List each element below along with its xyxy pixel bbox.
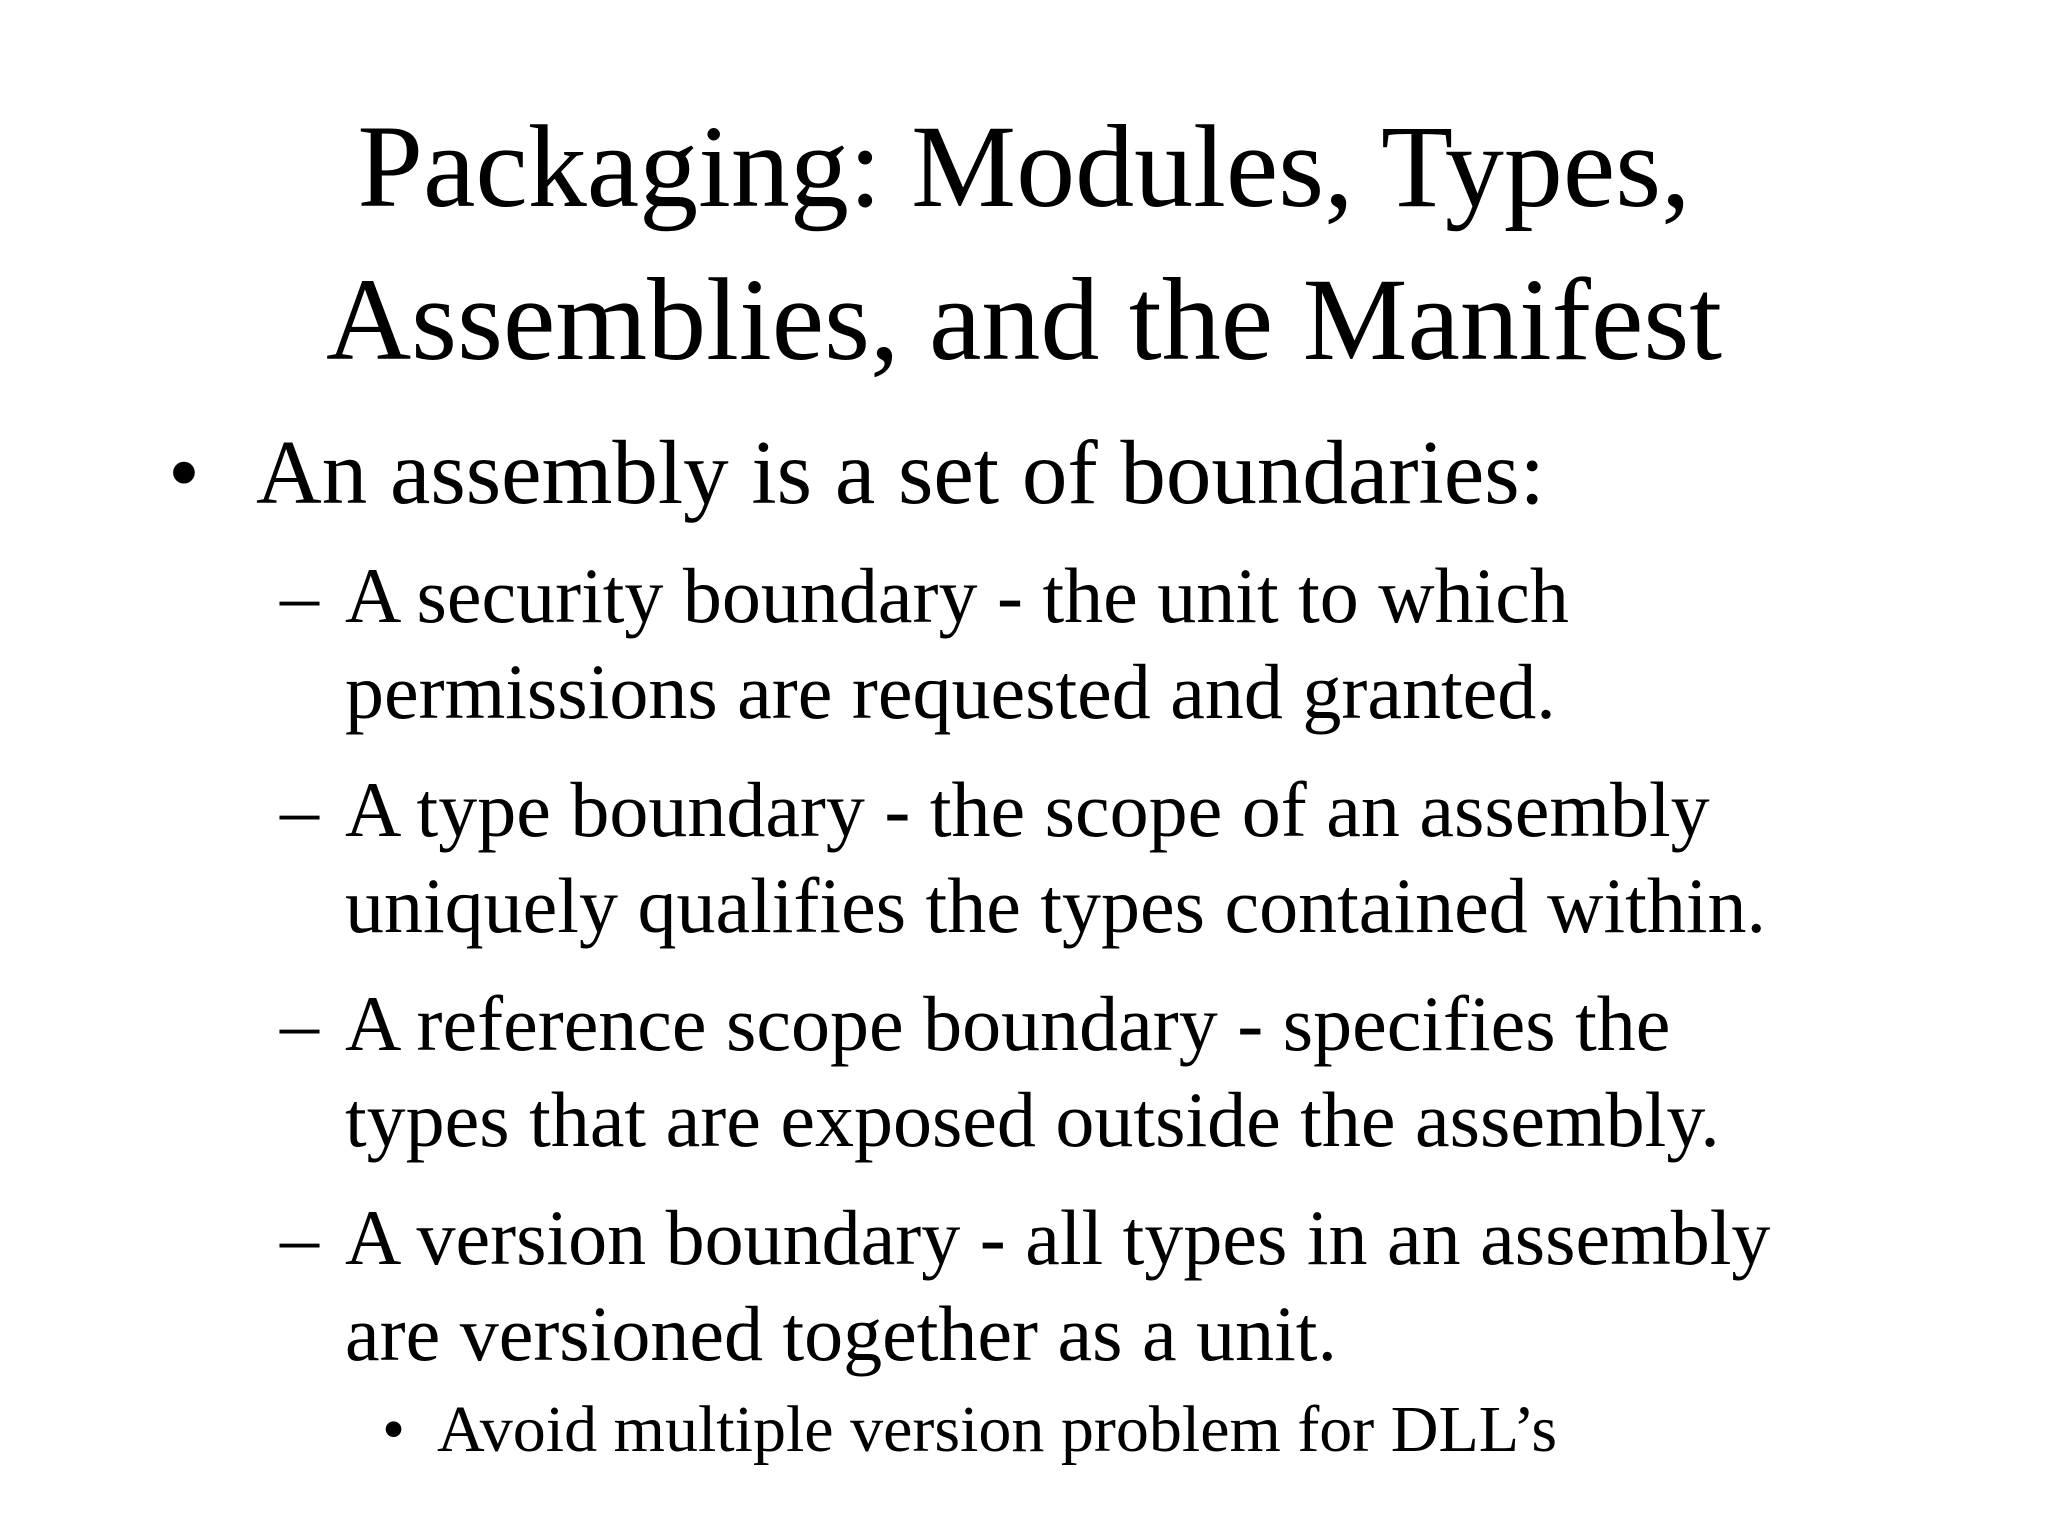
sub-sub-point-text: Avoid multiple version problem for DLL’s	[437, 1393, 1558, 1466]
main-bullet-text: An assembly is a set of boundaries:	[256, 422, 1545, 523]
slide-title	[0, 90, 2048, 396]
bullet-icon: •	[382, 1393, 406, 1466]
sub-point-line: permissions are requested and granted.	[345, 648, 1556, 735]
dash-icon: –	[280, 980, 319, 1067]
bullet-icon: •	[168, 422, 200, 523]
sub-point-line: A type boundary - the scope of an assembly	[345, 766, 1710, 853]
title-line-2: Assemblies, and the Manifest	[325, 254, 1723, 385]
sub-point-line: are versioned together as a unit.	[345, 1290, 1337, 1377]
sub-point-text	[345, 548, 1569, 740]
sub-point-line: A version boundary - all types in an assembly	[345, 1194, 1771, 1281]
title-line-1: Packaging: Modules, Types,	[357, 101, 1691, 232]
sub-point-line: A security boundary - the unit to which	[345, 552, 1569, 639]
sub-point-text	[345, 976, 1720, 1168]
sub-point-line: types that are exposed outside the assembly.	[345, 1076, 1720, 1163]
sub-point-line: uniquely qualifies the types contained within.	[345, 862, 1767, 949]
dash-icon: –	[280, 1194, 319, 1281]
dash-icon: –	[280, 766, 319, 853]
sub-point-text	[345, 762, 1766, 954]
dash-icon: –	[280, 552, 319, 639]
sub-point-text	[345, 1190, 1770, 1382]
sub-point-line: A reference scope boundary - specifies the	[345, 980, 1671, 1067]
